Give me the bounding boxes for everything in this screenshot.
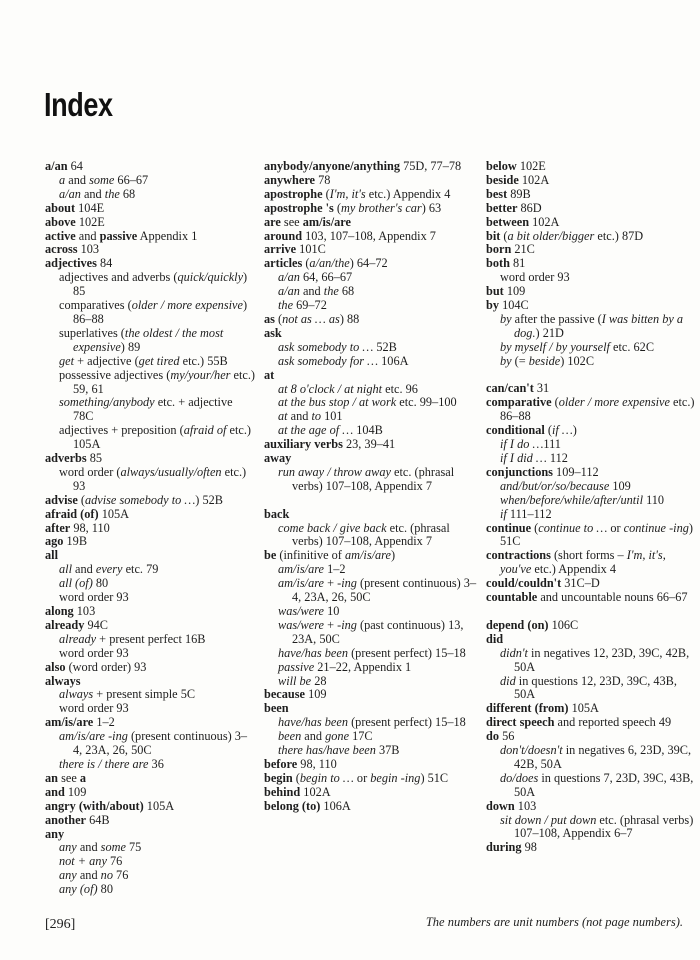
index-subentry: adjectives and adverbs (quick/quickly) 85: [59, 270, 248, 299]
index-subentry: superlatives (the oldest / the most expensive) 89: [59, 325, 224, 354]
section-gap: [486, 369, 696, 383]
index-subentry: am/is/are + -ing (present continuous) 3–4, 23A, 26, 50C: [278, 576, 477, 605]
index-entry: below 102E: [486, 159, 546, 173]
index-subentry: been and gone 17C: [278, 729, 373, 744]
index-subentry: any and no 76: [59, 868, 129, 883]
index-entry: because 109: [264, 687, 327, 702]
index-entry: both 81: [486, 256, 526, 271]
index-subentry: am/is/are 1–2: [278, 562, 346, 577]
index-entry: could/couldn't 31C–D: [486, 576, 600, 591]
index-entry: another 64B: [45, 812, 110, 827]
index-entry: best 89B: [486, 186, 531, 201]
index-entry: bit (a bit older/bigger etc.) 87D: [486, 228, 644, 243]
index-entry: conditional (if …): [486, 423, 577, 438]
index-subentry: and/but/or/so/because 109: [500, 478, 631, 493]
index-subentry: am/is/are -ing (present continuous) 3–4, 23A, 26, 50C: [59, 729, 248, 758]
index-entry: be (infinitive of am/is/are): [264, 548, 396, 563]
index-subentry: if 111–112: [500, 506, 552, 521]
index-subentry: any (of) 80: [59, 882, 113, 897]
index-entry: direct speech and reported speech 49: [486, 715, 672, 730]
index-entry: auxiliary verbs 23, 39–41: [264, 437, 396, 452]
index-entry: at: [264, 367, 275, 382]
index-subentry: passive 21–22, Appendix 1: [278, 659, 412, 674]
index-entry: adjectives 84: [45, 256, 113, 271]
index-entry: can/can't 31: [486, 381, 550, 396]
index-entry: down 103: [486, 798, 537, 813]
index-entry: a/an 64: [45, 159, 83, 173]
index-entry: afraid (of) 105A: [45, 506, 130, 521]
index-subentry: word order 93: [59, 645, 129, 660]
index-entry: been: [264, 701, 289, 716]
index-subentry: any and some 75: [59, 840, 142, 855]
index-entry: belong (to) 106A: [264, 798, 351, 813]
index-subentry: not + any 76: [59, 854, 123, 869]
index-entry: and 109: [45, 784, 87, 799]
index-entry: apostrophe (I'm, it's etc.) Appendix 4: [264, 186, 451, 201]
index-entry: also (word order) 93: [45, 659, 147, 674]
index-entry: arrive 101C: [264, 242, 326, 257]
index-subentry: possessive adjectives (my/your/her etc.) 59, 61: [59, 367, 256, 396]
index-entry: an see a: [45, 770, 87, 785]
index-subentry: word order (always/usually/often etc.) 93: [59, 464, 247, 493]
footnote: The numbers are unit numbers (not page numbers).: [425, 915, 683, 929]
index-entry: always: [45, 673, 81, 688]
index-entry: between 102A: [486, 214, 560, 229]
index-entry: about 104E: [45, 200, 105, 215]
section-gap: [486, 605, 696, 619]
index-subentry: all (of) 80: [59, 576, 109, 591]
index-subentry: word order 93: [59, 590, 129, 605]
index-subentry: adjectives + preposition (afraid of etc.) 105A: [59, 423, 252, 452]
index-subentry: ask somebody for … 106A: [278, 353, 409, 368]
index-entry: away: [264, 451, 292, 466]
index-subentry: at the age of … 104B: [278, 423, 383, 438]
index-entry: anywhere 78: [264, 172, 331, 187]
index-entry: comparative (older / more expensive etc.) 86–88: [486, 395, 695, 424]
index-subentry: word order 93: [59, 701, 129, 716]
index-subentry: word order 93: [500, 270, 570, 285]
index-entry: ask: [264, 325, 282, 340]
index-subentry: the 69–72: [278, 298, 327, 313]
index-subentry: do/does in questions 7, 23D, 39C, 43B, 50A: [500, 770, 694, 799]
index-entry: am/is/are 1–2: [45, 715, 115, 730]
index-entry: beside 102A: [486, 172, 550, 187]
index-entry: apostrophe 's (my brother's car) 63: [264, 200, 442, 215]
index-entry: by 104C: [486, 298, 529, 313]
index-entry: born 21C: [486, 242, 535, 257]
page-number: [296]: [45, 917, 76, 932]
index-entry: countable and uncountable nouns 66–67: [486, 590, 688, 605]
index-subentry: always + present simple 5C: [59, 687, 196, 702]
index-subentry: if I did … 112: [500, 451, 568, 466]
page-title: Index: [44, 86, 113, 123]
index-entry: begin (begin to … or begin -ing) 51C: [264, 770, 449, 785]
index-entry: before 98, 110: [264, 756, 337, 771]
index-subentry: a/an and the 68: [59, 186, 136, 201]
index-entry: depend (on) 106C: [486, 617, 579, 632]
index-subentry: at 8 o'clock / at night etc. 96: [278, 381, 418, 396]
index-entry: above 102E: [45, 214, 105, 229]
index-subentry: by after the passive (I was bitten by a dog.) 21D: [500, 311, 684, 340]
index-subentry: all and every etc. 79: [59, 562, 159, 577]
index-entry: behind 102A: [264, 784, 331, 799]
index-entry: did: [486, 631, 504, 646]
index-subentry: already + present perfect 16B: [59, 631, 206, 646]
index-subentry: come back / give back etc. (phrasal verbs) 107–108, Appendix 7: [278, 520, 450, 549]
index-entry: during 98: [486, 840, 537, 855]
index-subentry: was/were 10: [278, 603, 340, 618]
index-subentry: there has/have been 37B: [278, 743, 400, 758]
index-entry: angry (with/about) 105A: [45, 798, 175, 813]
index-subentry: something/anybody etc. + adjective 78C: [59, 395, 233, 424]
index-subentry: didn't in negatives 12, 23D, 39C, 42B, 50A: [500, 645, 690, 674]
index-entry: adverbs 85: [45, 451, 103, 466]
index-subentry: by myself / by yourself etc. 62C: [500, 339, 655, 354]
index-entry: articles (a/an/the) 64–72: [264, 256, 388, 271]
index-entry: after 98, 110: [45, 520, 110, 535]
index-entry: different (from) 105A: [486, 701, 599, 716]
index-subentry: ask somebody to … 52B: [278, 339, 397, 354]
index-subentry: there is / there are 36: [59, 756, 164, 771]
index-subentry: a/an 64, 66–67: [278, 270, 353, 285]
index-column-1: [45, 160, 255, 897]
index-entry: do 56: [486, 729, 515, 744]
index-entry: better 86D: [486, 200, 542, 215]
index-entry: all: [45, 548, 58, 563]
index-entry: already 94C: [45, 617, 108, 632]
index-entry: back: [264, 506, 290, 521]
section-gap: [264, 494, 479, 508]
index-subentry: don't/doesn't in negatives 6, 23D, 39C, 42B, 50A: [500, 743, 692, 771]
index-subentry: a/an and the 68: [278, 284, 355, 299]
index-subentry: at and to 101: [278, 409, 343, 424]
index-entry: around 103, 107–108, Appendix 7: [264, 228, 436, 243]
index-entry: ago 19B: [45, 534, 88, 549]
index-subentry: have/has been (present perfect) 15–18: [278, 715, 466, 730]
index-entry: as (not as … as) 88: [264, 311, 360, 326]
index-column-3: [486, 160, 696, 855]
index-subentry: a and some 66–67: [59, 172, 149, 187]
index-subentry: at the bus stop / at work etc. 99–100: [278, 395, 457, 410]
index-subentry: will be 28: [278, 673, 327, 688]
index-entry: across 103: [45, 242, 100, 257]
index-entry: active and passive Appendix 1: [45, 228, 198, 243]
index-entry: along 103: [45, 604, 96, 618]
index-subentry: was/were + -ing (past continuous) 13, 23A, 50C: [278, 617, 464, 646]
index-entry: continue (continue to … or continue -ing) 51C: [486, 520, 694, 549]
index-subentry: run away / throw away etc. (phrasal verbs) 107–108, Appendix 7: [278, 464, 455, 493]
index-subentry: get + adjective (get tired etc.) 55B: [59, 353, 228, 368]
index-subentry: comparatives (older / more expensive) 86–88: [59, 298, 248, 326]
index-entry: anybody/anyone/anything 75D, 77–78: [264, 159, 462, 173]
index-subentry: have/has been (present perfect) 15–18: [278, 645, 466, 660]
index-subentry: did in questions 12, 23D, 39C, 43B, 50A: [500, 673, 677, 702]
index-column-2: [264, 160, 479, 814]
index-subentry: if I do …111: [500, 437, 561, 452]
index-subentry: by (= beside) 102C: [500, 353, 595, 368]
index-subentry: sit down / put down etc. (phrasal verbs) 107–108, Appendix 6–7: [500, 812, 694, 841]
index-entry: any: [45, 826, 65, 841]
index-entry: are see am/is/are: [264, 214, 351, 229]
index-subentry: when/before/while/after/until 110: [500, 492, 665, 507]
index-entry: advise (advise somebody to …) 52B: [45, 492, 223, 507]
index-entry: conjunctions 109–112: [486, 464, 599, 479]
index-entry: but 109: [486, 284, 526, 299]
index-entry: contractions (short forms – I'm, it's, you've etc.) Appendix 4: [486, 548, 666, 577]
